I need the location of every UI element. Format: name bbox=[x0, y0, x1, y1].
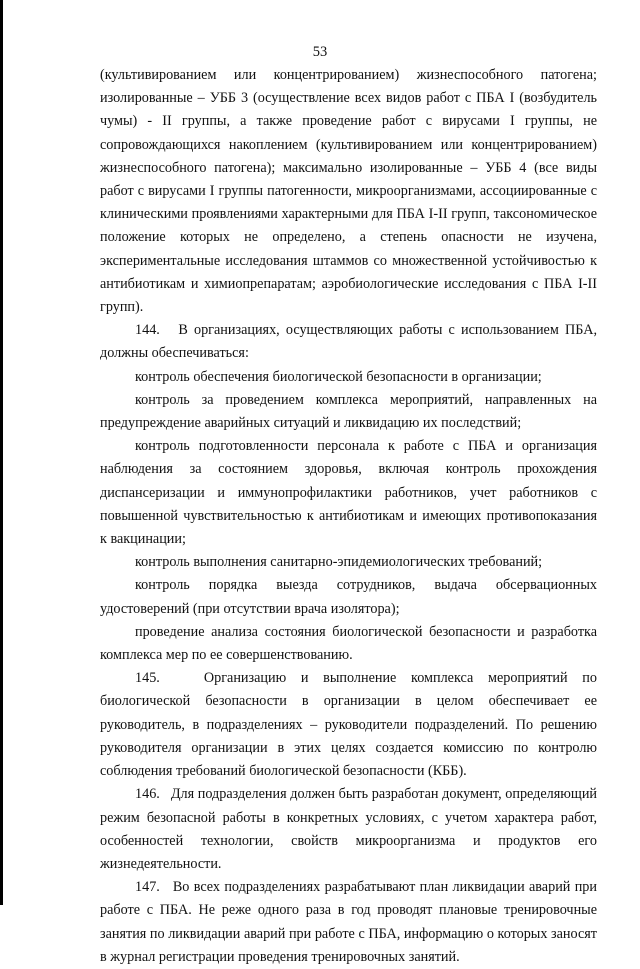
paragraph-145: 145. Организацию и выполнение комплекса мероприятий по биологической безопасности в организации в целом обеспечивает ее руководитель, в подразделениях – руководители подразделений. По решению руководителя организации в этих целях создается комиссию по контролю соблюдения требований биологической безопасности (КББ). bbox=[100, 670, 597, 780]
list-item-departure-control: контроль порядка выезда сотрудников, выдача обсервационных удостоверений (при отсутствии врача изолятора); bbox=[100, 577, 597, 617]
list-item-analysis: проведение анализа состояния биологической безопасности и разработка комплекса мер по ее совершенствованию. bbox=[100, 623, 597, 664]
list-item-sanitary-control: контроль выполнения санитарно-эпидемиологических требований; bbox=[135, 554, 543, 571]
document-body bbox=[100, 64, 597, 969]
page-number: 53 bbox=[312, 44, 328, 60]
paragraph-continuation: (культивированием или концентрированием) жизнеспособного патогена; изолированные – УББ 3 (осуществление всех видов работ с ПБА I (возбудитель чумы) - II группы, а также проведение работ с вирусами I группы, не сопровождающихся накоплением (культивированием или концентрированием) жизнеспособного патогена); максимально изолированные – УББ 4 (все виды работ с вирусами I группы патогенности, микроорганизмами, ассоциированные с клиническими проявлениями характерными для ПБА I-II групп, таксономическое положение которых не определено, а степень опасности не изучена, экспериментальные исследования штаммов со множественной устойчивостью к антибиотикам и химиопрепаратам; аэробиологические исследования с ПБА I-II групп). bbox=[100, 67, 597, 316]
paragraph-146: 146. Для подразделения должен быть разработан документ, определяющий режим безопасной работы в конкретных условиях, с учетом характера работ, особенностей технологии, свойств микроорганизма и продуктов его жизнедеятельности. bbox=[100, 786, 597, 872]
scan-border bbox=[0, 0, 3, 905]
list-item-personnel-readiness: контроль подготовленности персонала к работе с ПБА и организация наблюдения за состоянием здоровья, включая контроль прохождения диспансеризации и иммунопрофилактики работников, учет работников с повышенной чувствительностью к антибиотикам и имеющих противопоказания к вакцинации; bbox=[100, 438, 597, 548]
list-item-biosafety-control: контроль обеспечения биологической безопасности в организации; bbox=[135, 368, 542, 385]
list-item-accident-prevention: контроль за проведением комплекса мероприятий, направленных на предупреждение аварийных ситуаций и ликвидацию их последствий; bbox=[100, 391, 597, 432]
paragraph-147: 147. Во всех подразделениях разрабатывают план ликвидации аварий при работе с ПБА. Не реже одного раза в год проводят плановые тренировочные занятия по ликвидации аварий при работе с ПБА, информацию о которых заносят в журнал регистрации проведения тренировочных занятий. bbox=[100, 879, 597, 965]
paragraph-144: 144. В организациях, осуществляющих работы с использованием ПБА, должны обеспечиваться: bbox=[100, 322, 597, 362]
